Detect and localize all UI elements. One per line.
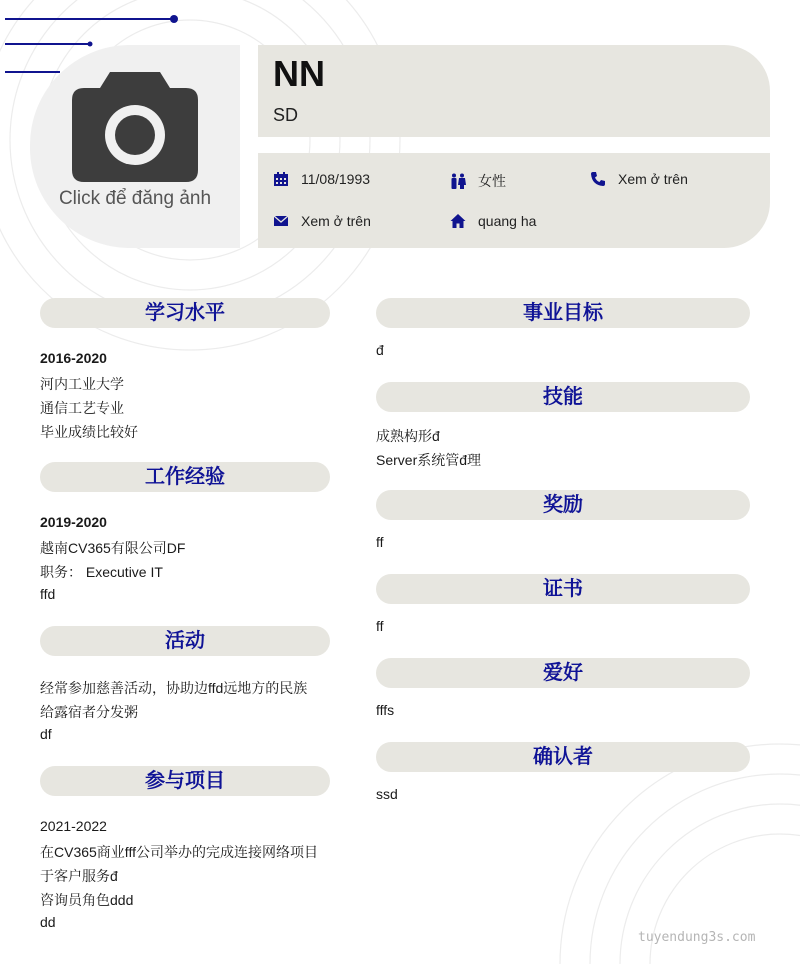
gender-item: [450, 171, 506, 191]
awards-heading: 奖励: [376, 490, 750, 520]
birthday-item: [273, 171, 370, 187]
experience-company: 越南CV365有限公司DF: [40, 540, 186, 556]
phone-value: Xem ở trên: [618, 171, 688, 187]
skills-line: 成熟构形đ: [376, 428, 440, 444]
candidate-name: NN: [273, 53, 325, 94]
birthday-value: 11/08/1993: [301, 171, 371, 187]
calendar-icon: [273, 171, 289, 187]
hobbies-heading: 爱好: [376, 658, 750, 688]
certificates-heading: 证书: [376, 574, 750, 604]
photo-upload-label: Click để đăng ảnh: [58, 188, 212, 209]
skills-line: Server系统管đ理: [376, 452, 482, 468]
skills-heading: 技能: [376, 382, 750, 412]
activities-line: 给露宿者分发粥: [40, 704, 138, 720]
projects-line: 咨询员角色ddd: [40, 892, 134, 908]
candidate-subtitle: SD: [273, 105, 299, 125]
education-major: 通信工艺专业: [40, 400, 124, 416]
hobbies-text: fffs: [376, 702, 395, 718]
email-item: [273, 213, 371, 229]
address-item: [450, 213, 536, 229]
experience-heading: 工作经验: [40, 462, 330, 492]
camera-icon: [72, 72, 198, 182]
objective-heading: 事业目标: [376, 298, 750, 328]
activities-heading: 活动: [40, 626, 330, 656]
address-value: quang ha: [478, 213, 537, 229]
certificates-text: ff: [376, 618, 384, 634]
activities-line: df: [40, 726, 52, 742]
home-icon: [450, 213, 466, 229]
activities-line: 经常参加慈善活动，协助边ffd远地方的民族: [40, 680, 308, 696]
education-school: 河内工业大学: [40, 376, 124, 392]
experience-note: ffd: [40, 586, 56, 602]
references-text: ssd: [376, 786, 398, 802]
personal-info: [258, 153, 770, 248]
name-banner: [258, 45, 770, 137]
watermark: tuyendung3s.com: [638, 930, 756, 945]
projects-line: 于客户服务đ: [40, 868, 118, 884]
education-note: 毕业成绩比较好: [40, 424, 138, 440]
email-value: Xem ở trên: [301, 213, 371, 229]
awards-text: ff: [376, 534, 384, 550]
phone-icon: [590, 171, 606, 187]
gender-value: 女性: [478, 173, 506, 189]
education-period: 2016-2020: [40, 350, 107, 366]
experience-period: 2019-2020: [40, 514, 107, 530]
projects-period: 2021-2022: [40, 818, 107, 834]
experience-position: 职务： Executive IT: [40, 564, 163, 580]
education-heading: 学习水平: [40, 298, 330, 328]
projects-line: 在CV365商业fff公司举办的完成连接网络项目: [40, 844, 318, 860]
phone-item: [590, 171, 688, 187]
gender-icon: [450, 173, 466, 189]
envelope-icon: [273, 213, 289, 229]
references-heading: 确认者: [376, 742, 750, 772]
photo-upload[interactable]: [30, 45, 240, 248]
projects-heading: 参与项目: [40, 766, 330, 796]
objective-text: đ: [376, 342, 384, 358]
projects-line: dd: [40, 914, 56, 930]
